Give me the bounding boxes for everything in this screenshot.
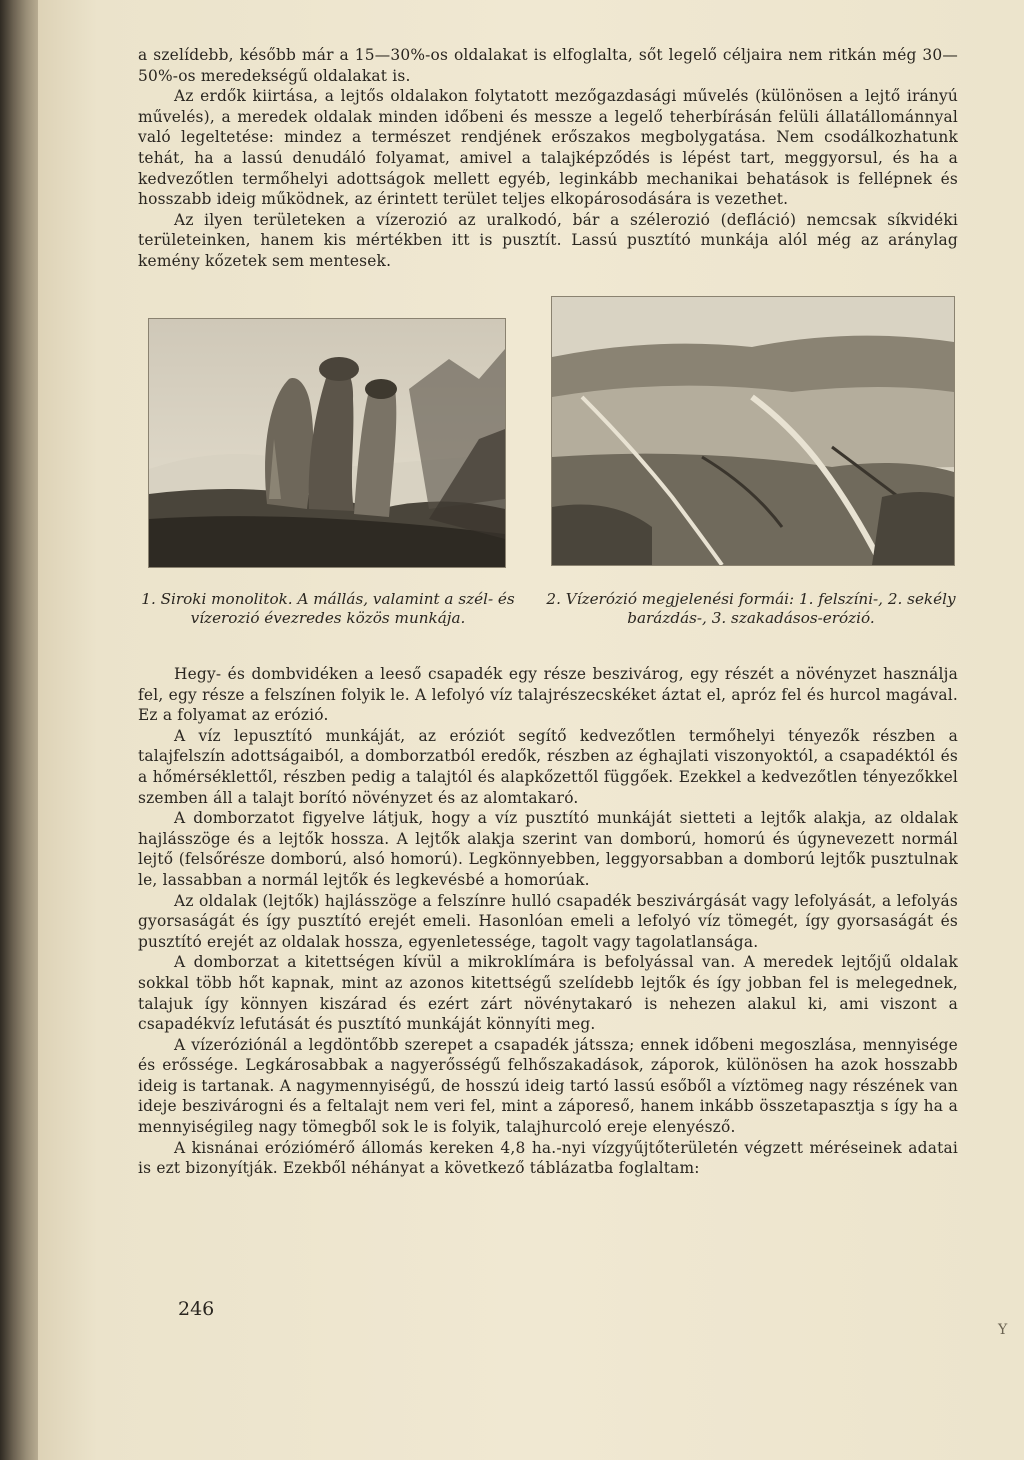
top-text-block — [138, 45, 958, 272]
corner-mark: Y — [998, 1322, 1008, 1338]
paragraph-unfavourable-factors: A víz lepusztító munkáját, az eróziót segítő kedvezőtlen termőhelyi tényezők részben a talajfelszín adottságaiból, a domborzatból eredők, részben az éghajlati viszonyoktól, a csapadéktól és a hőmérséklettől, részben pedig a talajtól és alapkőzettől függőek. Ezekkel a kedvezőtlen tényezőkkel szemben áll a talajt borító növényzet és az alomtakaró. — [138, 726, 958, 807]
paragraph-kisnana-station: A kisnánai eróziómérő állomás kereken 4,8 ha.-nyi vízgyűjtőterületén végzett méréseinek adatai is ezt bizonyítják. Ezekből néhányat a következő táblázatba foglaltam: — [138, 1138, 958, 1178]
bottom-text-block — [138, 664, 958, 1179]
page-number: 246 — [178, 1298, 215, 1320]
paragraph-water-erosion-dominance: Az ilyen területeken a vízerozió az uralkodó, bár a szélerozió (defláció) nemcsak síkvidéki területeinken, hanem kis mértékben itt is pusztít. Lassú pusztító munkája alól még az aránylag kemény kőzetek sem mentesek. — [138, 210, 958, 270]
erosion-photo-image — [552, 297, 954, 565]
caption-photo-1: 1. Siroki monolitok. A mállás, valamint a szél- és vízerozió évezredes közös munkája. — [141, 590, 515, 627]
caption-photo-2: 2. Vízerózió megjelenési formái: 1. felszíni-, 2. sekély barázdás-, 3. szakadásos-erózió. — [546, 590, 956, 627]
monolith-photo-image — [149, 319, 505, 567]
paragraph-erosion-definition: Hegy- és dombvidéken a leeső csapadék egy része beszivárog, egy részét a növényzet használja fel, egy része a felszínen folyik le. A lefolyó víz talajrészecskéket áztat el, apróz fel és hurcol magával. Ez a folyamat az erózió. — [138, 665, 958, 725]
paragraph-slope-angle: Az oldalak (lejtők) hajlásszöge a felszínre hulló csapadék beszivárgását vagy lefolyását, a lefolyás gyorsaságát és így pusztító erejét emeli. Hasonlóan emeli a lefolyó víz tömegét, így gyorsaságát és pusztító erejét az oldalak hossza, egyenletessége, tagolt vagy tagolatlansága. — [138, 891, 958, 951]
paragraph-precipitation: A vízeróziónál a legdöntőbb szerepet a csapadék játssza; ennek időbeni megoszlása, mennyisége és erőssége. Legkárosabbak a nagyerősségű felhőszakadások, záporok, különösen ha azok hosszabb ideig is tartanak. A nagymennyiségű, de hosszú ideig tartó lassú esőből a víztömeg nagy részének van ideje beszivárogni és a feltalajt nem veri fel, mint a záporeső, hanem inkább összetapasztja s így ha a mennyiségileg nagy tömegből sok le is folyik, talajhurcoló ereje elenyésző. — [138, 1035, 958, 1137]
book-spine — [0, 0, 38, 1460]
paragraph-continuation: a szelídebb, később már a 15—30%-os oldalakat is elfoglalta, sőt legelő céljaira nem ritkán még 30—50%-os meredekségű oldalakat is. — [138, 46, 958, 85]
book-page — [38, 0, 1024, 1460]
photo-water-erosion-forms — [551, 296, 955, 566]
paragraph-microclimate: A domborzat a kitettségen kívül a mikroklímára is befolyással van. A meredek lejtőjű oldalak sokkal több hőt kapnak, mint az azonos kitettségű szelídebb lejtők és így jobban fel is melegednek, talajuk így könnyen kiszárad és ezért zárt növénytakaró is nehezen alakul ki, ami viszont a csapadékvíz lefutását és pusztító munkáját könnyíti meg. — [138, 953, 958, 1034]
photo-siroki-monoliths — [148, 318, 506, 568]
paragraph-slope-shape: A domborzatot figyelve látjuk, hogy a víz pusztító munkáját sietteti a lejtők alakja, az oldalak hajlásszöge és a lejtők hossza. A lejtők alakja szerint van domború, homorú és úgynevezett normál lejtő (felsőrésze domború, alsó homorú). Legkönnyebben, leggyorsabban a domború lejtők pusztulnak le, lassabban a normál lejtők és legkevésbé a homorúak. — [138, 809, 958, 889]
paragraph-deforestation: Az erdők kiirtása, a lejtős oldalakon folytatott mezőgazdasági művelés (különösen a lejtő irányú művelés), a meredek oldalak minden időbeni és messze a legelő teherbírásán felüli állatállománnyal való legeltetése: mindez a természet rendjének erőszakos megbolygatása. Nem csodálkozhatunk tehát, ha a lassú denudáló folyamat, amivel a talajképződés is lépést tart, meggyorsul, és ha a kedvezőtlen termőhelyi adottságok mellett egyéb, leginkább mechanikai behatások is fellépnek és hosszabb ideig működnek, az érintett terület teljes elkopárosodására is vezethet. — [138, 87, 958, 209]
